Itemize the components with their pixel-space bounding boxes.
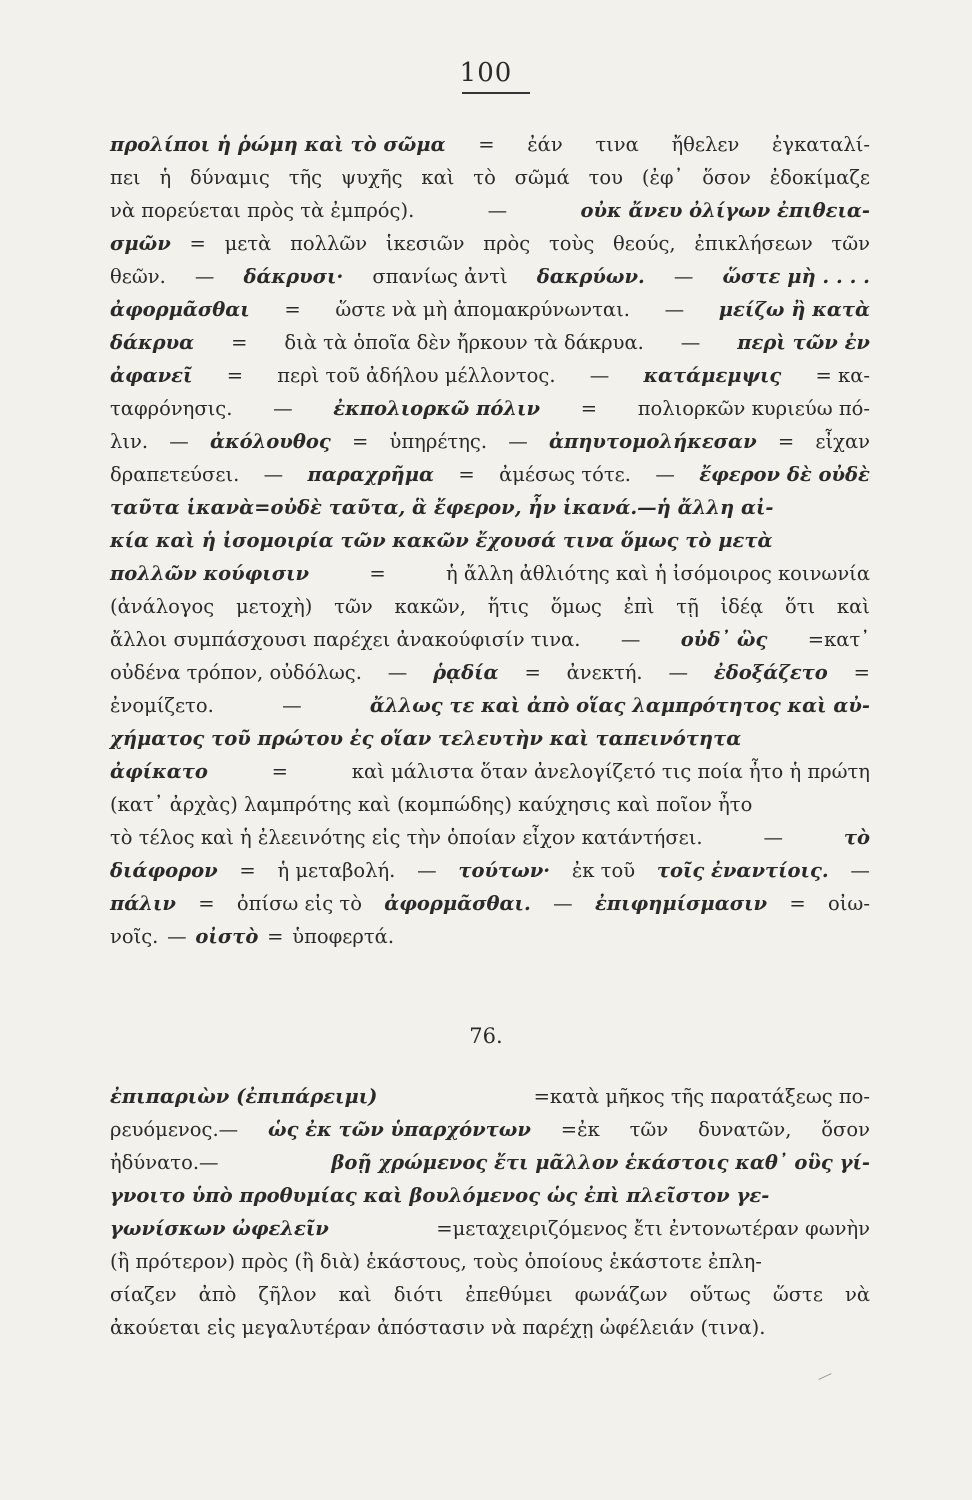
gloss-text: διότι — [393, 1283, 444, 1306]
text-line — [110, 359, 870, 392]
lemma-text: χήματος τοῦ πρώτου ἐς οἵαν τελευτὴν καὶ ταπεινότητα — [110, 727, 742, 750]
gloss-text: — — [282, 694, 302, 717]
stray-mark — [818, 1373, 831, 1380]
gloss-text: ἱκεσιῶν — [385, 232, 465, 255]
gloss-text: πρὸς — [483, 232, 531, 255]
gloss-text: = — [789, 892, 806, 915]
gloss-text: ἀπὸ — [198, 1283, 237, 1306]
lemma-text: ἄλλως τε καὶ ἀπὸ οἵας λαμπρότητος καὶ αὐ- — [369, 694, 870, 717]
gloss-text: νοῖς. — [110, 925, 159, 948]
gloss-text: = — [198, 892, 215, 915]
text-line — [110, 623, 870, 656]
lemma-text: ἐδοξάζετο — [713, 661, 828, 684]
gloss-text: ἐγκαταλί- — [771, 133, 870, 156]
lemma-text: πάλιν — [110, 892, 176, 915]
gloss-text: — — [763, 826, 783, 849]
gloss-text: σπανίως ἀντὶ — [372, 265, 508, 288]
gloss-text: = — [580, 397, 598, 420]
gloss-text: ἐνομίζετο. — [110, 694, 214, 717]
lemma-text: ἀπηυτομολήκεσαν — [548, 430, 757, 453]
gloss-text: ὀπίσω εἰς τὸ — [236, 892, 362, 915]
gloss-text: — — [589, 364, 610, 387]
text-line — [110, 326, 870, 359]
gloss-text: = — [271, 760, 288, 783]
gloss-text: = — [239, 859, 256, 882]
lemma-text: ἀφανεῖ — [110, 364, 193, 387]
lemma-text: τὸ — [843, 826, 870, 849]
text-line — [110, 557, 870, 590]
gloss-text: = — [853, 661, 870, 684]
lemma-text: ὥστε μὴ . . . . — [722, 265, 870, 288]
gloss-text: δραπετεύσει. — [110, 463, 240, 486]
gloss-text: — — [487, 199, 508, 222]
gloss-text: δύναμις — [189, 166, 270, 189]
gloss-text: — — [850, 859, 870, 882]
gloss-text: — — [387, 661, 408, 684]
text-line — [110, 1212, 870, 1245]
text-line — [110, 656, 870, 689]
gloss-text: τῇ — [676, 595, 699, 618]
text-line — [110, 161, 870, 194]
gloss-text: τῶν — [334, 595, 373, 618]
lemma-text: ἐκπολιορκῶ πόλιν — [333, 397, 541, 420]
gloss-text: τῶν — [629, 1118, 669, 1141]
lemma-text: περὶ τῶν ἐν — [737, 331, 870, 354]
gloss-text: οὐδένα τρόπον, οὐδόλως. — [110, 661, 362, 684]
gloss-text: = κα- — [815, 364, 870, 387]
gloss-text: ἡ — [159, 166, 172, 189]
gloss-text: — — [680, 331, 701, 354]
gloss-text: = — [777, 430, 795, 453]
gloss-text: μετὰ — [224, 232, 272, 255]
text-line — [110, 1311, 870, 1344]
gloss-text: — — [655, 463, 675, 486]
text-line — [110, 887, 870, 920]
gloss-text: κακῶν, — [394, 595, 466, 618]
gloss-text: θεούς, — [613, 232, 676, 255]
gloss-text: — — [508, 430, 528, 453]
lemma-text: ὡς ἐκ τῶν ὑπαρχόντων — [268, 1118, 531, 1141]
gloss-text: φωνάζων — [574, 1283, 668, 1306]
page-number: 100 — [459, 58, 513, 88]
gloss-text: τῆς — [288, 166, 323, 189]
gloss-text: λιν. — [110, 430, 149, 453]
gloss-text: =κατ᾽ — [807, 628, 870, 651]
lemma-text: τοῖς ἐναντίοις. — [656, 859, 829, 882]
lemma-text: ἀκόλουθος — [210, 430, 331, 453]
lemma-text: διάφορον — [110, 859, 218, 882]
lemma-text: κία καὶ ἡ ἰσομοιρία τῶν κακῶν ἔχουσά τινα ὅμως τὸ μετὰ — [110, 529, 773, 552]
gloss-text: — — [673, 265, 694, 288]
gloss-text: — — [668, 661, 688, 684]
gloss-text: = — [284, 298, 301, 321]
text-line — [110, 194, 870, 227]
gloss-text: καὶ — [421, 166, 455, 189]
gloss-text: οὕτως — [689, 1283, 751, 1306]
gloss-text: του — [588, 166, 623, 189]
gloss-text: οἰω- — [828, 892, 870, 915]
gloss-text: καὶ — [338, 1283, 372, 1306]
gloss-text: καὶ — [836, 595, 870, 618]
section-commentary-75 — [110, 128, 870, 953]
lemma-text: προλίποι ἡ ῥώμη καὶ τὸ σῶμα — [110, 133, 446, 156]
text-line — [110, 491, 870, 524]
gloss-text: — — [417, 859, 437, 882]
text-line — [110, 1080, 870, 1113]
lemma-text: κατάμεμψις — [643, 364, 782, 387]
lemma-text: ἐπιπαριὼν (ἐπιπάρειμι) — [110, 1085, 378, 1108]
gloss-text: ἠδύνατο.— — [110, 1151, 219, 1174]
lemma-text: μείζω ἢ κατὰ — [718, 298, 870, 321]
text-line — [110, 722, 870, 755]
lemma-text: οὐδ᾽ ὣς — [680, 628, 768, 651]
gloss-text: περὶ τοῦ ἀδήλου μέλλοντος. — [277, 364, 556, 387]
gloss-text: = — [226, 364, 244, 387]
lemma-text: ῥᾳδία — [433, 661, 499, 684]
lemma-text: ἐπιφημίσμασιν — [594, 892, 768, 915]
lemma-text: ἀφορμᾶσθαι — [110, 298, 250, 321]
gloss-text: = — [189, 232, 206, 255]
gloss-text: (κατ᾽ ἀρχὰς) λαμπρότης καὶ (κομπώδης) καύχησις καὶ ποῖον ἦτο — [110, 793, 753, 816]
lemma-text: δακρύων. — [536, 265, 645, 288]
gloss-text: = — [369, 562, 386, 585]
section-commentary-76 — [110, 1080, 870, 1344]
text-line — [110, 260, 870, 293]
lemma-text: γωνίσκων ὠφελεῖν — [110, 1217, 329, 1240]
text-line — [110, 920, 870, 953]
gloss-text: ἐάν — [527, 133, 563, 156]
gloss-text: = — [478, 133, 495, 156]
gloss-text: τινα — [595, 133, 639, 156]
lemma-text: ἀφίκατο — [110, 760, 208, 783]
gloss-text: ὑπηρέτης. — [389, 430, 488, 453]
lemma-text: παραχρῆμα — [307, 463, 435, 486]
gloss-text: ψυχῆς — [340, 166, 403, 189]
text-line — [110, 392, 870, 425]
lemma-text: πολλῶν κούφισιν — [110, 562, 310, 585]
section-number: 76. — [469, 1024, 503, 1048]
gloss-text: εἶχαν — [815, 430, 870, 453]
gloss-text: ἄλλοι συμπάσχουσι παρέχει ἀνακούφισίν τινα. — [110, 628, 581, 651]
text-line — [110, 227, 870, 260]
gloss-text: ρευόμενος.— — [110, 1118, 239, 1141]
gloss-text: = — [231, 331, 248, 354]
gloss-text: διὰ τὰ ὁποῖα δὲν ἤρκουν τὰ δάκρυα. — [284, 331, 644, 354]
text-line — [110, 1179, 870, 1212]
gloss-text: — — [664, 298, 685, 321]
gloss-text: τὸ — [473, 166, 496, 189]
gloss-text: ἐδοκίμαζε — [769, 166, 870, 189]
gloss-text: πει — [110, 166, 141, 189]
gloss-text: νὰ — [844, 1283, 870, 1306]
gloss-text: πολλῶν — [290, 232, 368, 255]
gloss-text: σῶμά — [514, 166, 570, 189]
gloss-text: ὅτι — [784, 595, 816, 618]
gloss-text: — — [553, 892, 573, 915]
gloss-text: = — [458, 463, 475, 486]
gloss-text: σίαζεν — [110, 1283, 177, 1306]
gloss-text: ὅσον — [702, 166, 751, 189]
text-line — [110, 1113, 870, 1146]
gloss-text: νὰ πορεύεται πρὸς τὰ ἐμπρός). — [110, 199, 415, 222]
gloss-text: ὅσον — [821, 1118, 870, 1141]
text-line — [110, 1146, 870, 1179]
gloss-text: θεῶν. — [110, 265, 166, 288]
gloss-text: =ἐκ — [560, 1118, 600, 1141]
gloss-text: ζῆλον — [258, 1283, 317, 1306]
text-line — [110, 590, 870, 623]
gloss-text: — — [167, 925, 187, 948]
gloss-text: ἡ μεταβολή. — [277, 859, 396, 882]
gloss-text: — — [263, 463, 284, 486]
gloss-text: = — [267, 925, 284, 948]
text-line — [110, 293, 870, 326]
text-line — [110, 524, 870, 557]
gloss-text: καὶ μάλιστα ὅταν ἀνελογίζετό τις ποία ἦτο ἡ πρώτη — [351, 760, 870, 783]
gloss-text: πολιορκῶν κυριεύω πό- — [637, 397, 870, 420]
gloss-text: ὥστε νὰ μὴ ἀπομακρύνωνται. — [335, 298, 630, 321]
lemma-text: ἀφορμᾶσθαι. — [384, 892, 531, 915]
gloss-text: ἐκ τοῦ — [571, 859, 636, 882]
gloss-text: = — [524, 661, 541, 684]
lemma-text: τούτων· — [458, 859, 551, 882]
lemma-text: δάκρυσι· — [243, 265, 344, 288]
gloss-text: ἥτις — [487, 595, 529, 618]
gloss-text: τὸ τέλος καὶ ἡ ἐλεεινότης εἰς τὴν ὁποίαν εἶχον κατάντήσει. — [110, 826, 703, 849]
gloss-text: ὥστε — [772, 1283, 823, 1306]
gloss-text: — — [169, 430, 189, 453]
lemma-text: σμῶν — [110, 232, 171, 255]
gloss-text: ὅμως — [550, 595, 602, 618]
text-line — [110, 425, 870, 458]
lemma-text: δάκρυα — [110, 331, 195, 354]
gloss-text: ὑποφερτά. — [292, 925, 395, 948]
gloss-text: ἀμέσως τότε. — [499, 463, 631, 486]
gloss-text: (ἢ πρότερον) πρὸς (ἢ διὰ) ἑκάστους, τοὺς ὁποίους ἑκάστοτε ἐπλη- — [110, 1250, 762, 1273]
page-number-underline — [462, 92, 530, 94]
gloss-text: τοὺς — [548, 232, 595, 255]
text-line — [110, 788, 870, 821]
lemma-text: ταῦτα ἱκανὰ=οὐδὲ ταῦτα, ἃ ἔφερον, ἦν ἱκανά.—ἡ ἄλλη αἰ- — [110, 496, 774, 519]
lemma-text: οὐκ ἄνευ ὀλίγων ἐπιθεια- — [580, 199, 870, 222]
gloss-text: ἀκούεται εἰς μεγαλυτέραν ἀπόστασιν νὰ παρέχῃ ὠφέλειάν (τινα). — [110, 1316, 766, 1339]
gloss-text: — — [194, 265, 215, 288]
gloss-text: ταφρόνησις. — [110, 397, 233, 420]
gloss-text: =μεταχειριζόμενος ἔτι ἐντονωτέραν φωνὴν — [436, 1217, 870, 1240]
gloss-text: μετοχὴ) — [235, 595, 313, 618]
text-line — [110, 128, 870, 161]
gloss-text: ἡ ἄλλη ἀθλιότης καὶ ἡ ἰσόμοιρος κοινωνία — [445, 562, 870, 585]
text-line — [110, 689, 870, 722]
gloss-text: ἐπεθύμει — [465, 1283, 553, 1306]
gloss-text: δυνατῶν, — [698, 1118, 792, 1141]
gloss-text: ἐπὶ — [623, 595, 655, 618]
lemma-text: βοῇ χρώμενος ἔτι μᾶλλον ἑκάστοις καθ᾽ οὓς γί- — [331, 1151, 870, 1174]
gloss-text: τῶν — [831, 232, 870, 255]
gloss-text: (ἀνάλογος — [110, 595, 215, 618]
lemma-text: ἔφερον δὲ οὐδὲ — [699, 463, 870, 486]
gloss-text: (ἐφ᾽ — [641, 166, 684, 189]
gloss-text: ἀνεκτή. — [566, 661, 643, 684]
text-line — [110, 755, 870, 788]
text-line — [110, 1278, 870, 1311]
gloss-text: ἰδέᾳ — [720, 595, 764, 618]
lemma-text: οἰστὸ — [195, 925, 259, 948]
gloss-text: — — [620, 628, 641, 651]
gloss-text: ἤθελεν — [671, 133, 740, 156]
text-line — [110, 1245, 870, 1278]
gloss-text: ἐπικλήσεων — [694, 232, 813, 255]
text-line — [110, 821, 870, 854]
text-line — [110, 854, 870, 887]
gloss-text: = — [351, 430, 369, 453]
text-line — [110, 458, 870, 491]
gloss-text: =κατὰ μῆκος τῆς παρατάξεως πο- — [533, 1085, 870, 1108]
gloss-text: — — [273, 397, 293, 420]
lemma-text: γνοιτο ὑπὸ προθυμίας καὶ βουλόμενος ὡς ἐπὶ πλεῖστον γε- — [110, 1184, 770, 1207]
